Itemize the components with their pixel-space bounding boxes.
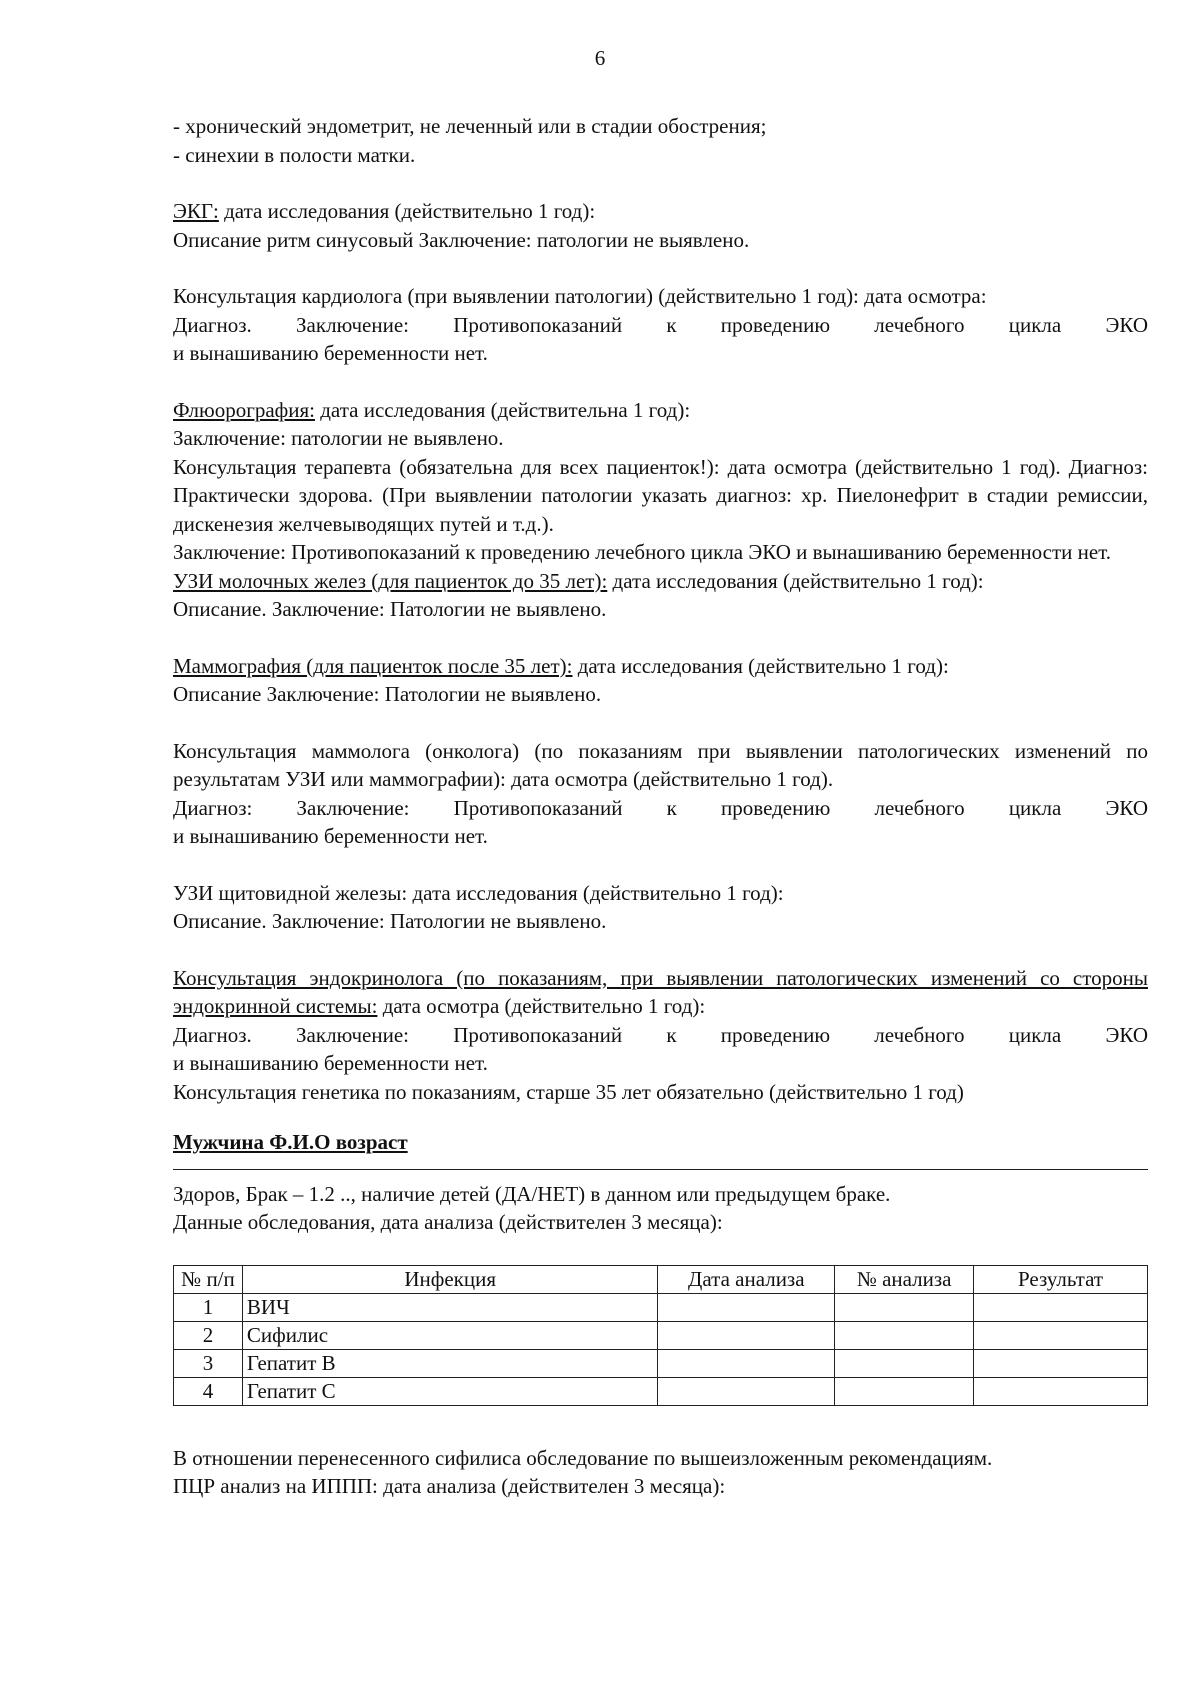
text-line: - синехии в полости матки. bbox=[173, 142, 416, 167]
column-header: Результат bbox=[974, 1265, 1148, 1293]
fluoro-label: Флюорография: bbox=[173, 397, 315, 422]
endo-label: Консультация эндокринолога (по показаниям, при выявлении патологических изменений со стороны эндокринной системы: bbox=[173, 965, 1148, 1018]
text-line: В отношении перенесенного сифилиса обследование по вышеизложенным рекомендациям. bbox=[173, 1445, 993, 1470]
analysis-date-cell[interactable] bbox=[658, 1321, 835, 1349]
divider-line bbox=[173, 1169, 1148, 1170]
text-line: Диагноз. Заключение: Противопоказаний к проведению лечебного цикла ЭКО bbox=[173, 312, 1148, 337]
text-line: Описание. Заключение: Патологии не выявлено. bbox=[173, 909, 607, 933]
infection-name: Сифилис bbox=[242, 1321, 657, 1349]
text-line: Описание Заключение: Патологии не выявлено. bbox=[173, 682, 602, 706]
row-number: 2 bbox=[174, 1321, 243, 1349]
text-line: Диагноз. Заключение: Противопоказаний к проведению лечебного цикла ЭКО bbox=[173, 1022, 1148, 1047]
result-cell[interactable] bbox=[974, 1293, 1148, 1321]
column-header: № анализа bbox=[835, 1265, 974, 1293]
therapist-conclusion: Заключение: Противопоказаний к проведению лечебного цикла ЭКО и вынашиванию беременности нет. bbox=[173, 540, 1112, 564]
text-line: Диагноз: Заключение: Противопоказаний к проведению лечебного цикла ЭКО bbox=[173, 795, 1148, 820]
mammo-label: Маммография (для пациенток после 35 лет): bbox=[173, 653, 573, 678]
result-cell[interactable] bbox=[974, 1321, 1148, 1349]
analysis-date-cell[interactable] bbox=[658, 1377, 835, 1405]
analysis-date-cell[interactable] bbox=[658, 1349, 835, 1377]
ekg-text: дата исследования (действительно 1 год): bbox=[218, 199, 596, 223]
column-header: № п/п bbox=[174, 1265, 243, 1293]
text-line: и вынашиванию беременности нет. bbox=[173, 341, 488, 365]
infection-table bbox=[173, 1265, 1148, 1406]
result-cell[interactable] bbox=[974, 1377, 1148, 1405]
analysis-number-cell[interactable] bbox=[835, 1349, 974, 1377]
us-breast-label: УЗИ молочных желез (для пациенток до 35 лет): bbox=[173, 568, 608, 593]
analysis-number-cell[interactable] bbox=[835, 1321, 974, 1349]
table-header-row bbox=[174, 1265, 1148, 1293]
table-row bbox=[174, 1349, 1148, 1377]
result-cell[interactable] bbox=[974, 1349, 1148, 1377]
infection-name: Гепатит В bbox=[242, 1349, 657, 1377]
infection-name: ВИЧ bbox=[242, 1293, 657, 1321]
row-number: 3 bbox=[174, 1349, 243, 1377]
therapist-paragraph: Консультация терапевта (обязательна для всех пациенток!): дата осмотра (действительно 1 год). Диагноз: Практически здорова. (При выявлении патологии указать диагноз: хр. Пиелонефрит в стадии ремиссии, дискенезия желчевыводящих путей и т.д.). bbox=[173, 454, 1148, 536]
column-header: Дата анализа bbox=[658, 1265, 835, 1293]
text-line: и вынашиванию беременности нет. bbox=[173, 1051, 488, 1075]
text-line: Консультация кардиолога (при выявлении патологии) (действительно 1 год): дата осмотра: bbox=[173, 284, 987, 308]
page-number: 6 bbox=[594, 46, 606, 70]
fluoro-paragraph bbox=[173, 396, 1148, 425]
mammo-text: дата исследования (действительно 1 год): bbox=[572, 653, 949, 678]
ekg-label: ЭКГ: bbox=[173, 199, 219, 223]
text-line: - хронический эндометрит, не леченный или в стадии обострения; bbox=[173, 114, 767, 138]
document-body bbox=[173, 112, 1148, 1501]
text-line: УЗИ щитовидной железы: дата исследования (действительно 1 год): bbox=[173, 880, 784, 905]
text-line: Заключение: патологии не выявлено. bbox=[173, 426, 504, 450]
row-number: 1 bbox=[174, 1293, 243, 1321]
analysis-date-cell[interactable] bbox=[658, 1293, 835, 1321]
text-line: и вынашиванию беременности нет. bbox=[173, 824, 488, 848]
text-line: ПЦР анализ на ИППП: дата анализа (действителен 3 месяца): bbox=[173, 1474, 726, 1498]
text-line: Описание. Заключение: Патологии не выявлено. bbox=[173, 597, 607, 621]
analysis-number-cell[interactable] bbox=[835, 1377, 974, 1405]
endo-text: дата осмотра (действительно 1 год): bbox=[377, 994, 706, 1018]
ekg-paragraph bbox=[173, 197, 1148, 226]
us-breast-text: дата исследования (действительно 1 год): bbox=[607, 568, 984, 593]
table-row bbox=[174, 1377, 1148, 1405]
text-line: Данные обследования, дата анализа (действителен 3 месяца): bbox=[173, 1210, 723, 1234]
endo-paragraph bbox=[173, 964, 1148, 1021]
table-row bbox=[174, 1293, 1148, 1321]
text-line: Описание ритм синусовый Заключение: патологии не выявлено. bbox=[173, 227, 750, 252]
mammo-paragraph bbox=[173, 652, 1148, 681]
text-line: Консультация генетика по показаниям, старше 35 лет обязательно (действительно 1 год) bbox=[173, 1079, 964, 1104]
fluoro-text: дата исследования (действительна 1 год): bbox=[315, 397, 691, 422]
text-line: Здоров, Брак – 1.2 .., наличие детей (ДА/НЕТ) в данном или предыдущем браке. bbox=[173, 1181, 891, 1206]
us-breast-paragraph bbox=[173, 567, 1148, 596]
column-header: Инфекция bbox=[242, 1265, 657, 1293]
table-row bbox=[174, 1321, 1148, 1349]
mammolog-paragraph: Консультация маммолога (онколога) (по показаниям при выявлении патологических изменений по результатам УЗИ или маммографии): дата осмотра (действительно 1 год). bbox=[173, 738, 1148, 791]
analysis-number-cell[interactable] bbox=[835, 1293, 974, 1321]
infection-name: Гепатит С bbox=[242, 1377, 657, 1405]
section-heading-male: Мужчина Ф.И.О возраст bbox=[173, 1130, 408, 1154]
row-number: 4 bbox=[174, 1377, 243, 1405]
